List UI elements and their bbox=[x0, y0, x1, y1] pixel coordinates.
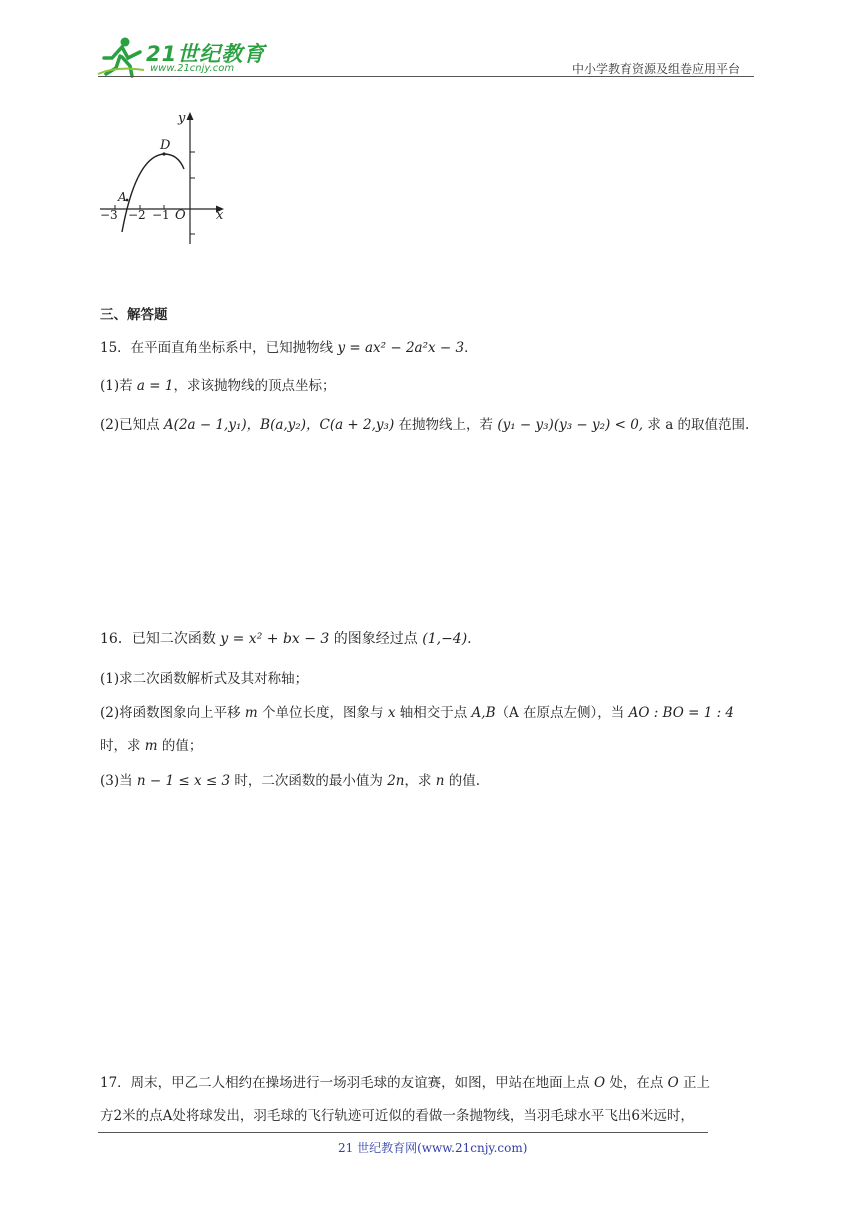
footer-text[interactable]: 21 世纪教育网(www.21cnjy.com) bbox=[338, 1141, 528, 1155]
point-d-label: D bbox=[160, 138, 171, 153]
logo-url: www.21cnjy.com bbox=[150, 63, 235, 74]
header-logo bbox=[96, 36, 266, 78]
q15-part2: (2)已知点 A(2a − 1,y₁)，B(a,y₂)，C(a + 2,y₃) 在抛物线上，若 (y₁ − y₃)(y₃ − y₂) < 0, 求 a 的取值范围. bbox=[100, 417, 750, 433]
tick-label-neg1: −1 bbox=[152, 208, 170, 222]
q17-line1: 17．周末，甲乙二人相约在操场进行一场羽毛球的友谊赛，如图，甲站在地面上点 O 处，在点 O 正上 bbox=[100, 1075, 711, 1091]
y-axis-arrow-icon bbox=[187, 112, 194, 120]
q16-stem: 16．已知二次函数 y = x² + bx − 3 的图象经过点 (1,−4). bbox=[100, 631, 472, 647]
footer-divider bbox=[98, 1132, 708, 1133]
tick-label-neg3: −3 bbox=[100, 208, 118, 222]
q15-part1: (1)若 a = 1，求该抛物线的顶点坐标； bbox=[100, 378, 336, 394]
section-title: 三、解答题 bbox=[100, 307, 168, 323]
q16-part2-line2: 时，求 m 的值； bbox=[100, 738, 203, 754]
logo-title: 21世纪教育 bbox=[146, 42, 266, 66]
point-a-label: A bbox=[118, 190, 127, 204]
header-platform-name: 中小学教育资源及组卷应用平台 bbox=[572, 62, 741, 76]
q16-formula: y = x² + bx − 3 bbox=[220, 631, 330, 647]
q16-part1: (1)求二次函数解析式及其对称轴； bbox=[100, 671, 309, 687]
q15-stem: 15．在平面直角坐标系中，已知抛物线 y = ax² − 2a²x − 3． bbox=[100, 340, 478, 356]
q16-part3: (3)当 n − 1 ≤ x ≤ 3 时，二次函数的最小值为 2n，求 n 的值. bbox=[100, 773, 481, 789]
q17-line2: 方2米的点A处将球发出，羽毛球的飞行轨迹可近似的看做一条抛物线，当羽毛球水平飞出6米远时， bbox=[100, 1108, 694, 1124]
q15-formula: y = ax² − 2a²x − 3 bbox=[337, 340, 465, 356]
q16-part2-line1: (2)将函数图象向上平移 m 个单位长度，图象与 x 轴相交于点 A,B（A 在原点左侧），当 AO : BO = 1 : 4 bbox=[100, 705, 734, 721]
y-axis-label: y bbox=[178, 111, 186, 126]
parabola-graph bbox=[94, 108, 244, 248]
tick-label-neg2: −2 bbox=[128, 208, 146, 222]
x-axis-label: x bbox=[216, 208, 224, 223]
header-divider bbox=[98, 76, 754, 77]
origin-label: O bbox=[175, 208, 186, 223]
runner-logo-icon bbox=[96, 36, 148, 78]
